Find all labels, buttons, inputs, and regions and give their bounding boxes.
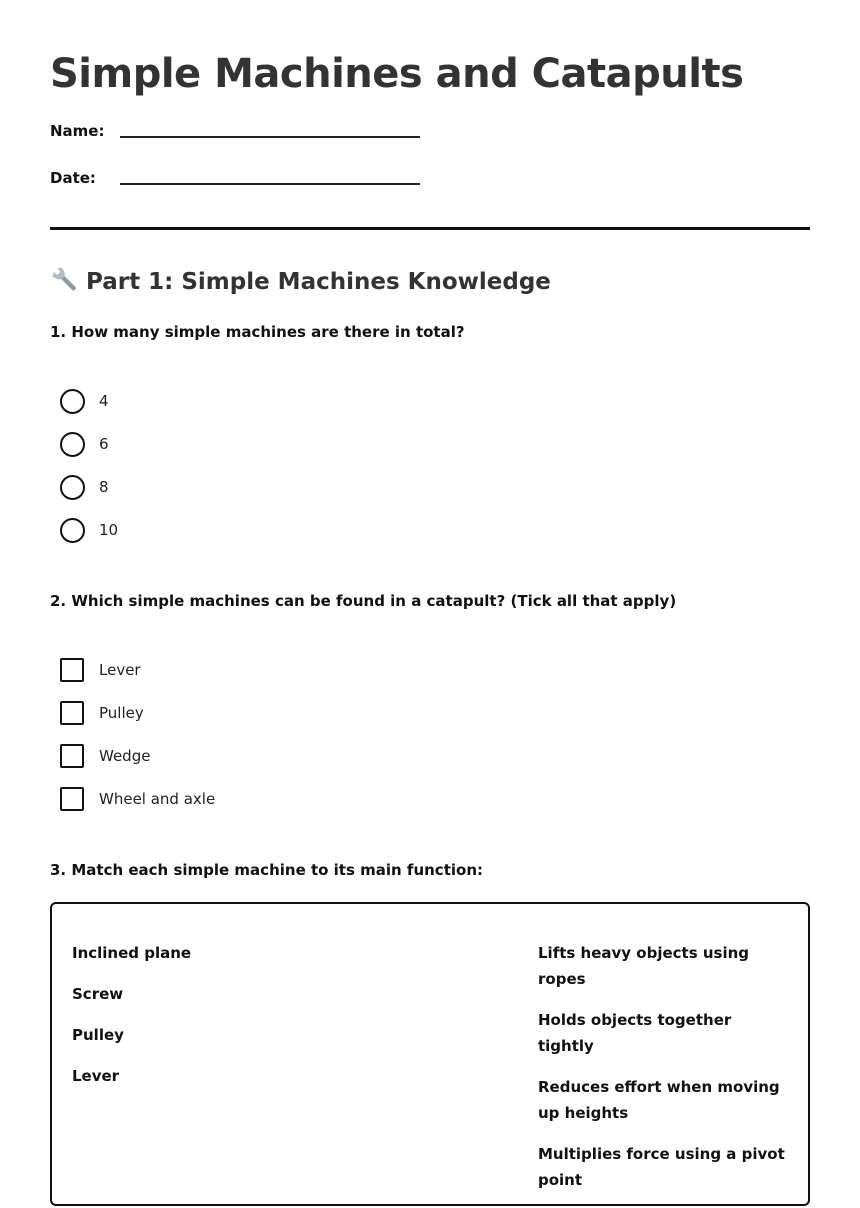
option-label: 8	[99, 478, 109, 496]
page-title: Simple Machines and Catapults	[50, 51, 744, 97]
question-1: 1. How many simple machines are there in total?	[50, 323, 465, 341]
wrench-icon	[50, 267, 80, 293]
machine-list	[72, 940, 372, 1104]
radio-button[interactable]	[60, 518, 85, 543]
q2-option-2[interactable]	[60, 701, 460, 727]
option-label: Pulley	[99, 704, 144, 722]
question-2: 2. Which simple machines can be found in a catapult? (Tick all that apply)	[50, 592, 677, 610]
option-label: 4	[99, 392, 109, 410]
name-label: Name:	[50, 122, 105, 140]
function-list	[538, 940, 788, 1208]
function-item[interactable]: Multiplies force using a pivot point	[538, 1145, 785, 1189]
q2-option-3[interactable]	[60, 744, 460, 770]
option-label: 6	[99, 435, 109, 453]
function-item[interactable]: Holds objects together tightly	[538, 1011, 732, 1055]
section-title-text: Part 1: Simple Machines Knowledge	[86, 269, 551, 295]
date-label: Date:	[50, 169, 96, 187]
function-item[interactable]: Lifts heavy objects using ropes	[538, 944, 750, 988]
radio-button[interactable]	[60, 475, 85, 500]
q2-option-1[interactable]	[60, 658, 460, 684]
function-item[interactable]: Reduces effort when moving up heights	[538, 1078, 780, 1122]
checkbox[interactable]	[60, 744, 84, 768]
option-label: 10	[99, 521, 119, 539]
machine-item[interactable]: Pulley	[72, 1026, 124, 1044]
date-field[interactable]	[120, 183, 420, 185]
machine-item[interactable]: Lever	[72, 1067, 120, 1085]
section-title-part1	[50, 266, 551, 298]
header-divider	[50, 227, 810, 230]
name-field[interactable]	[120, 136, 420, 138]
machine-item[interactable]: Screw	[72, 985, 124, 1003]
machine-item[interactable]: Inclined plane	[72, 944, 192, 962]
checkbox[interactable]	[60, 701, 84, 725]
option-label: Wheel and axle	[99, 790, 216, 808]
question-3: 3. Match each simple machine to its main function:	[50, 861, 483, 879]
q1-option-2[interactable]	[60, 432, 460, 458]
q1-option-3[interactable]	[60, 475, 460, 501]
radio-button[interactable]	[60, 389, 85, 414]
checkbox[interactable]	[60, 787, 84, 811]
q2-option-4[interactable]	[60, 787, 460, 813]
option-label: Lever	[99, 661, 141, 679]
name-field-row	[50, 122, 470, 152]
option-label: Wedge	[99, 747, 151, 765]
q1-option-4[interactable]	[60, 518, 460, 544]
checkbox[interactable]	[60, 658, 84, 682]
q1-option-1[interactable]	[60, 389, 460, 415]
matching-box	[50, 902, 810, 1206]
date-field-row	[50, 169, 470, 199]
radio-button[interactable]	[60, 432, 85, 457]
